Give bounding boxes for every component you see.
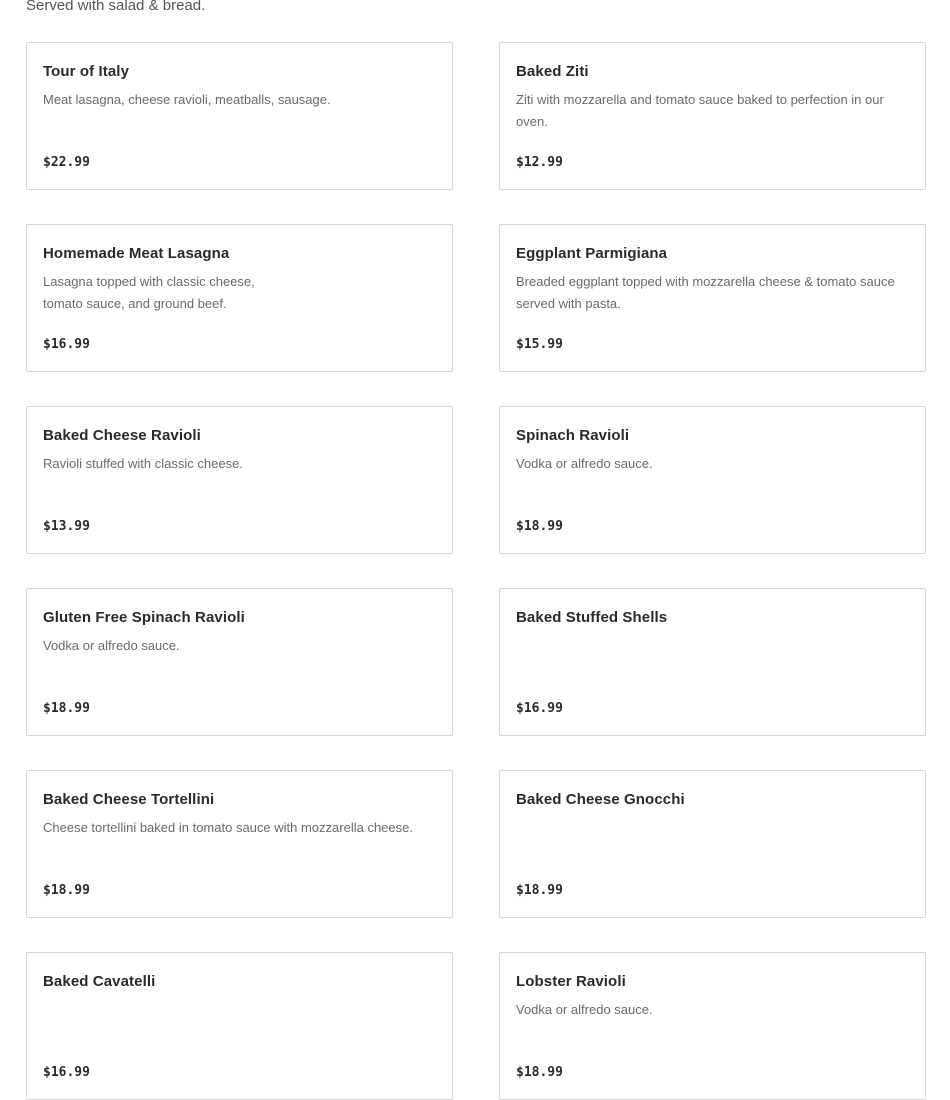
menu-item-name: Lobster Ravioli [516, 973, 626, 990]
menu-item-card[interactable] [499, 224, 926, 372]
menu-item-price: $18.99 [43, 883, 90, 898]
menu-item-name: Baked Cheese Ravioli [43, 427, 201, 444]
menu-item-price: $13.99 [43, 519, 90, 534]
menu-item-description: Breaded eggplant topped with mozzarella cheese & tomato sauce served with pasta. [516, 274, 895, 311]
section-note: Served with salad & bread. [26, 0, 206, 14]
menu-item-price: $12.99 [516, 155, 563, 170]
menu-item-name: Spinach Ravioli [516, 427, 630, 444]
menu-item-price: $15.99 [516, 337, 563, 352]
menu-item-name: Baked Ziti [516, 63, 589, 80]
menu-item-card[interactable] [26, 42, 453, 190]
menu-item-card[interactable] [26, 588, 453, 736]
menu-item-description: Meat lasagna, cheese ravioli, meatballs, sausage. [43, 92, 331, 107]
menu-item-price: $22.99 [43, 155, 90, 170]
menu-item-description: Vodka or alfredo sauce. [516, 456, 653, 471]
menu-item-name: Homemade Meat Lasagna [43, 245, 230, 262]
menu-item-card[interactable] [26, 224, 453, 372]
menu-item-description: Cheese tortellini baked in tomato sauce with mozzarella cheese. [43, 820, 413, 835]
menu-item-price: $16.99 [43, 1065, 90, 1080]
menu-item-card[interactable] [499, 952, 926, 1100]
menu-item-price: $18.99 [43, 701, 90, 716]
menu-item-name: Eggplant Parmigiana [516, 245, 668, 262]
menu-item-price: $18.99 [516, 1065, 563, 1080]
menu-item-card[interactable] [499, 42, 926, 190]
menu-item-card[interactable] [499, 770, 926, 918]
menu-item-name: Baked Cheese Gnocchi [516, 791, 685, 808]
menu-item-price: $18.99 [516, 519, 563, 534]
menu-item-price: $18.99 [516, 883, 563, 898]
menu-item-card[interactable] [26, 406, 453, 554]
menu-item-name: Tour of Italy [43, 63, 130, 80]
menu-item-card[interactable] [26, 770, 453, 918]
menu-item-name: Gluten Free Spinach Ravioli [43, 609, 245, 626]
menu-item-name: Baked Cavatelli [43, 973, 156, 990]
menu-item-description: Vodka or alfredo sauce. [516, 1002, 653, 1017]
menu-item-price: $16.99 [43, 337, 90, 352]
menu-item-name: Baked Cheese Tortellini [43, 791, 215, 808]
menu-item-description: Vodka or alfredo sauce. [43, 638, 180, 653]
menu-item-price: $16.99 [516, 701, 563, 716]
menu-item-name: Baked Stuffed Shells [516, 609, 668, 626]
menu-item-description: Lasagna topped with classic cheese, tomato sauce, and ground beef. [43, 274, 255, 311]
menu-item-description: Ziti with mozzarella and tomato sauce baked to perfection in our oven. [516, 92, 884, 129]
menu-item-card[interactable] [26, 952, 453, 1100]
menu-item-card[interactable] [499, 406, 926, 554]
menu-item-description: Ravioli stuffed with classic cheese. [43, 456, 243, 471]
menu-item-card[interactable] [499, 588, 926, 736]
